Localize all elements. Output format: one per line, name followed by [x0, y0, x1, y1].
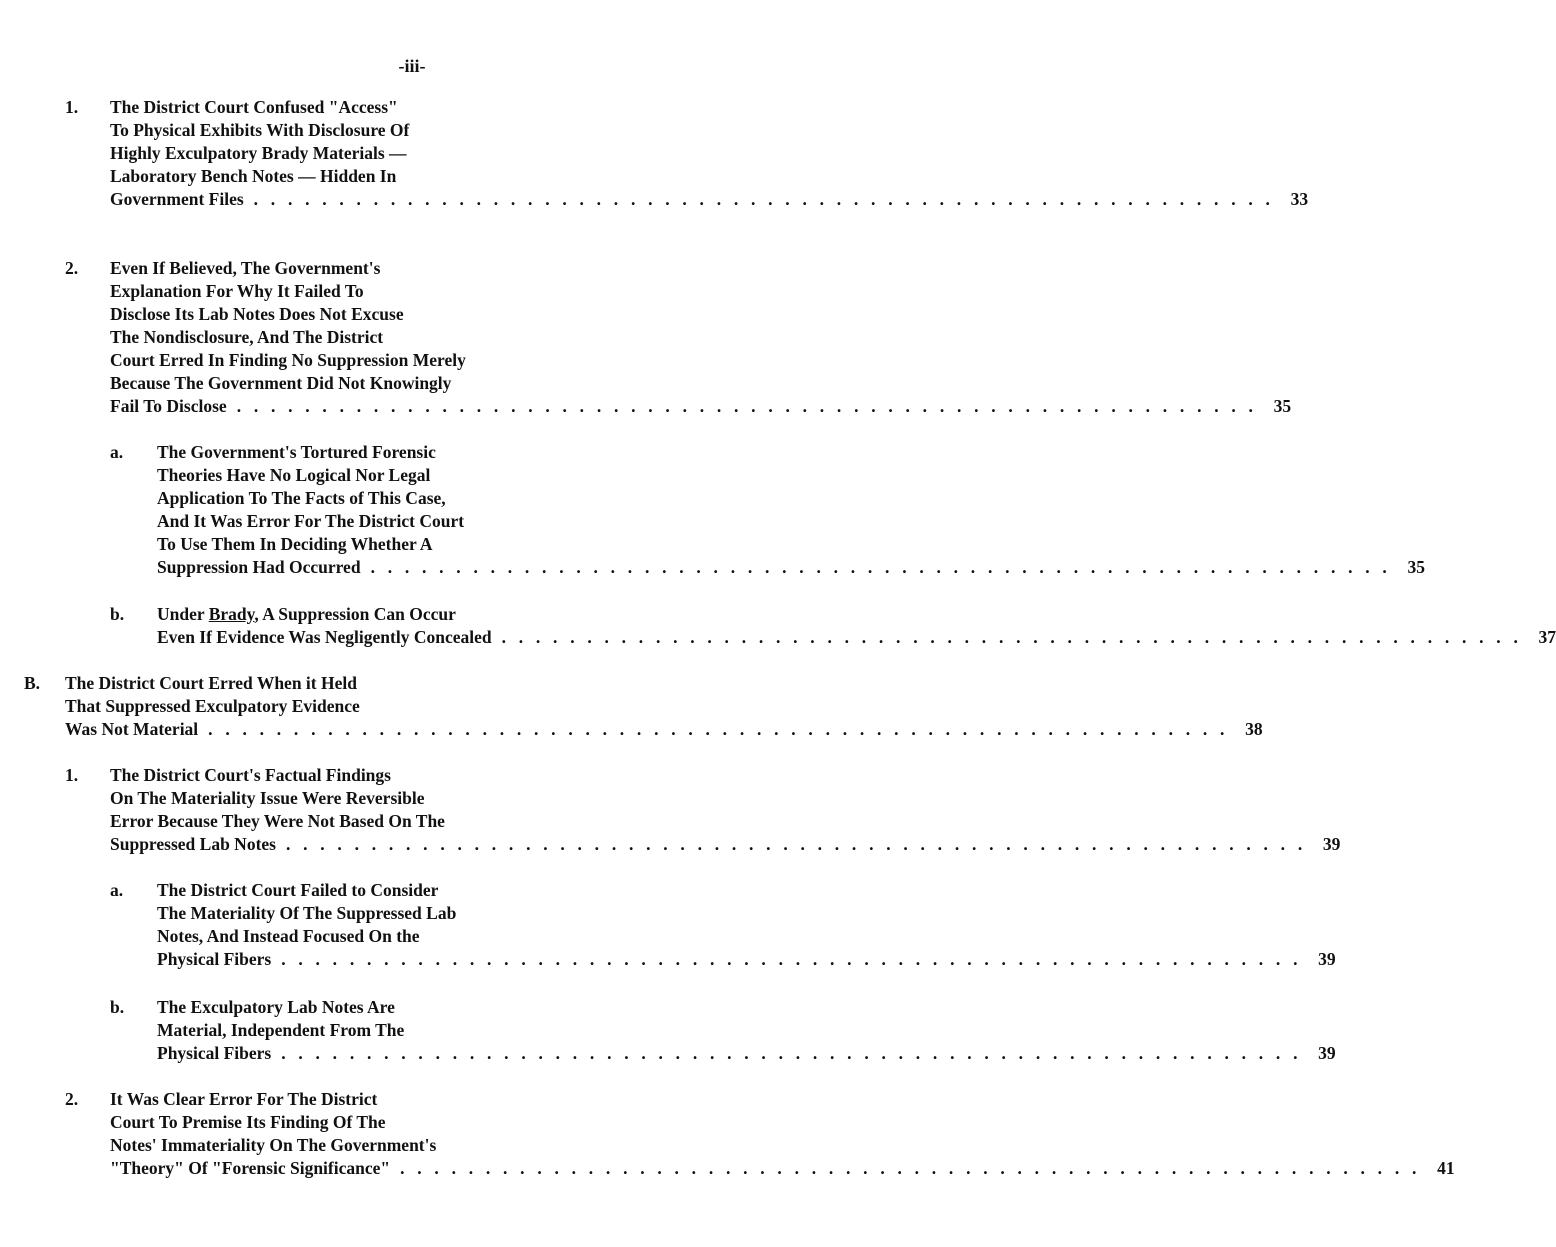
entry-line: The District Court Erred When it Held: [65, 673, 357, 693]
entry-line: Even If Evidence Was Negligently Concealed: [157, 627, 492, 647]
entry-line: Even If Believed, The Government's: [110, 258, 381, 278]
dot-leader: . . . . . . . . . . . . . . . . . . . . . . . . . . . . . . . . . . . . . . . . . . . . . . . . . . . . . . . . . . . .: [208, 719, 1229, 739]
entry-line: Suppression Had Occurred: [157, 557, 361, 577]
entry-line: On The Materiality Issue Were Reversible: [110, 788, 425, 808]
entry-marker: a.: [110, 880, 124, 900]
entry-line: Suppressed Lab Notes: [110, 834, 276, 854]
page-reference: 35: [1273, 396, 1292, 416]
entry-line: The Exculpatory Lab Notes Are: [157, 997, 395, 1017]
entry-line: Was Not Material: [65, 719, 199, 739]
entry-line: The Materiality Of The Suppressed Lab: [157, 903, 457, 923]
dot-leader: . . . . . . . . . . . . . . . . . . . . . . . . . . . . . . . . . . . . . . . . . . . . . . . . . . . . . . . . . . . .: [370, 557, 1391, 577]
entry-line: The Nondisclosure, And The District: [110, 327, 384, 347]
entry-line: That Suppressed Exculpatory Evidence: [65, 696, 360, 716]
entry-marker: 2.: [65, 258, 79, 278]
entry-line: The District Court Failed to Consider: [157, 880, 439, 900]
entry-last-line: [157, 1042, 1336, 1065]
entry-text: [110, 96, 1309, 211]
case-name-brady: Brady: [208, 604, 255, 624]
entry-line: Theories Have No Logical Nor Legal: [157, 465, 431, 485]
page-reference: 38: [1245, 719, 1263, 739]
entry-marker: 2.: [65, 1089, 79, 1109]
dot-leader: . . . . . . . . . . . . . . . . . . . . . . . . . . . . . . . . . . . . . . . . . . . . . . . . . . . . . . . . . . . .: [285, 834, 1307, 854]
entry-last-line: [110, 833, 1341, 856]
page-reference: 39: [1318, 1043, 1336, 1063]
entry-text: [157, 996, 1336, 1065]
entry-line: Government Files: [110, 189, 244, 209]
entry-last-line: [110, 395, 1292, 418]
page-reference: 35: [1407, 557, 1425, 577]
page-number: -iii-: [398, 56, 426, 76]
entry-text: [157, 879, 1336, 971]
entry-line-part: Under: [157, 604, 209, 624]
entry-line: Physical Fibers: [157, 949, 272, 969]
page-reference: 39: [1318, 949, 1336, 969]
entry-line: Because The Government Did Not Knowingly: [110, 373, 452, 393]
entry-line: Material, Independent From The: [157, 1020, 405, 1040]
page-reference: 41: [1437, 1158, 1455, 1178]
entry-marker: B.: [24, 673, 41, 693]
entry-last-line: [65, 718, 1263, 741]
entry-line: Explanation For Why It Failed To: [110, 281, 364, 301]
dot-leader: . . . . . . . . . . . . . . . . . . . . . . . . . . . . . . . . . . . . . . . . . . . . . . . . . . . . . . . . . . . .: [400, 1158, 1421, 1178]
entry-line: Fail To Disclose: [110, 396, 227, 416]
entry-line: To Use Them In Deciding Whether A: [157, 534, 433, 554]
entry-last-line: [157, 556, 1425, 579]
entry-marker: b.: [110, 604, 125, 624]
dot-leader: . . . . . . . . . . . . . . . . . . . . . . . . . . . . . . . . . . . . . . . . . . . . . . . . . . . . . . . . . . . .: [253, 189, 1275, 209]
entry-marker: a.: [110, 442, 124, 462]
dot-leader: . . . . . . . . . . . . . . . . . . . . . . . . . . . . . . . . . . . . . . . . . . . . . . . . . . . . . . . . . . . .: [236, 396, 1258, 416]
entry-line: [157, 603, 830, 626]
entry-line: Highly Exculpatory Brady Materials —: [110, 143, 407, 163]
page-reference: 33: [1290, 189, 1309, 209]
page-reference: 37: [1538, 627, 1556, 647]
entry-last-line: [157, 626, 1556, 649]
entry-text: [65, 672, 1263, 741]
entry-last-line: [110, 188, 1309, 211]
entry-line-part: , A Suppression Can Occur: [254, 604, 456, 624]
entry-line: To Physical Exhibits With Disclosure Of: [110, 120, 410, 140]
entry-last-line: [110, 1157, 1455, 1180]
entry-line: Notes' Immateriality On The Government's: [110, 1135, 437, 1155]
entry-line: Error Because They Were Not Based On The: [110, 811, 445, 831]
entry-line: "Theory" Of "Forensic Significance": [110, 1158, 391, 1178]
dot-leader: . . . . . . . . . . . . . . . . . . . . . . . . . . . . . . . . . . . . . . . . . . . . . . . . . . . . . . . . . . . .: [281, 949, 1302, 969]
entry-line: Court Erred In Finding No Suppression Merely: [110, 350, 466, 370]
entry-marker: 1.: [65, 97, 79, 117]
entry-line: Laboratory Bench Notes — Hidden In: [110, 166, 397, 186]
entry-text: [157, 441, 1425, 579]
page-reference: 39: [1322, 834, 1341, 854]
entry-line: It Was Clear Error For The District: [110, 1089, 378, 1109]
entry-line: The District Court Confused "Access": [110, 97, 398, 117]
entry-text: [157, 603, 1556, 649]
entry-marker: 1.: [65, 765, 79, 785]
entry-line: Application To The Facts of This Case,: [157, 488, 446, 508]
entry-line: The Government's Tortured Forensic: [157, 442, 436, 462]
dot-leader: . . . . . . . . . . . . . . . . . . . . . . . . . . . . . . . . . . . . . . . . . . . . . . . . . . . . . . . . . . . .: [281, 1043, 1302, 1063]
entry-line: Notes, And Instead Focused On the: [157, 926, 420, 946]
entry-text: [110, 257, 1292, 418]
entry-line: And It Was Error For The District Court: [157, 511, 465, 531]
entry-text: [110, 1088, 1455, 1180]
dot-leader: . . . . . . . . . . . . . . . . . . . . . . . . . . . . . . . . . . . . . . . . . . . . . . . . . . . . . . . . . . . .: [501, 627, 1523, 647]
entry-line: Physical Fibers: [157, 1043, 272, 1063]
entry-line: Court To Premise Its Finding Of The: [110, 1112, 386, 1132]
entry-last-line: [157, 948, 1336, 971]
entry-line: The District Court's Factual Findings: [110, 765, 391, 785]
entry-text: [110, 764, 1341, 856]
entry-marker: b.: [110, 997, 125, 1017]
entry-line: Disclose Its Lab Notes Does Not Excuse: [110, 304, 404, 324]
